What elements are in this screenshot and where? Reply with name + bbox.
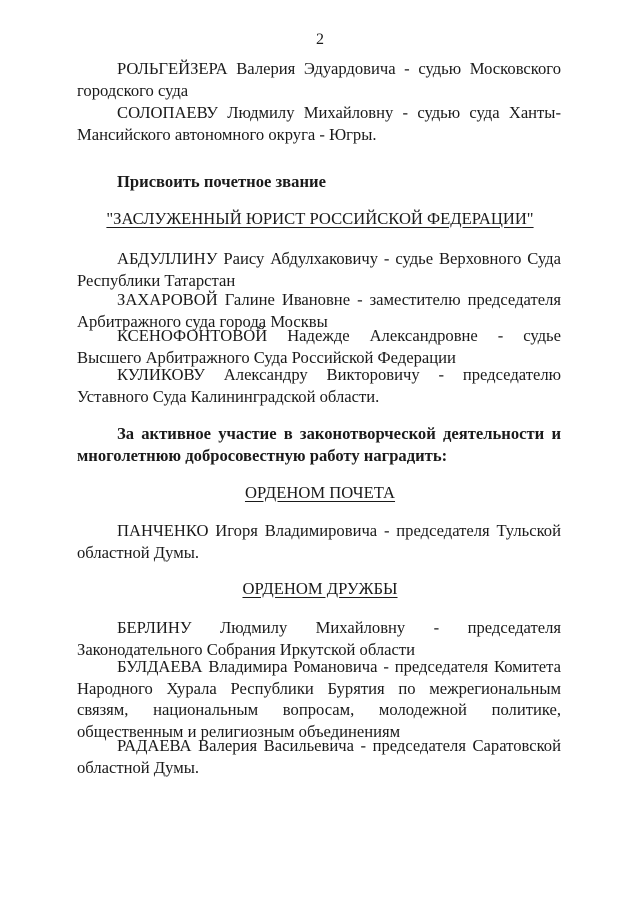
nominee-paragraph: ЗАХАРОВОЙ Галине Ивановне - заместителю председателя Арбитражного суда города Москвы xyxy=(77,290,561,331)
nominee-paragraph: КСЕНОФОНТОВОЙ Надежде Александровне - судье Высшего Арбитражного Суда Российской Федерации xyxy=(77,326,561,367)
nominee-paragraph: СОЛОПАЕВУ Людмилу Михайловну - судью суда Ханты-Мансийского автономного округа - Югры. xyxy=(77,103,561,144)
nominee-paragraph: КУЛИКОВУ Александру Викторовичу - председателю Уставного Суда Калининградской области. xyxy=(77,365,561,406)
honorary-title: "ЗАСЛУЖЕННЫЙ ЮРИСТ РОССИЙСКОЙ ФЕДЕРАЦИИ" xyxy=(106,209,534,228)
nominee-paragraph: АБДУЛЛИНУ Раису Абдулхаковичу - судье Верховного Суда Республики Татарстан xyxy=(77,249,561,290)
nominee-paragraph: БУЛДАЕВА Владимира Романовича - председателя Комитета Народного Хурала Республики Бурятия по межрегиональным связям, национальным вопросам, молодежной политике, общественным и религиозным объединениям xyxy=(77,657,561,741)
nominee-paragraph: БЕРЛИНУ Людмилу Михайловну - председателя Законодательного Собрания Иркутской области xyxy=(77,618,561,659)
page-number: 2 xyxy=(316,31,324,48)
nominee-paragraph: РОЛЬГЕЙЗЕРА Валерия Эдуардовича - судью Московского городского суда xyxy=(77,59,561,100)
confer-title-heading: Присвоить почетное звание xyxy=(117,172,326,191)
award-heading: За активное участие в законотворческой деятельности и многолетнюю добросовестную работу наградить: xyxy=(77,424,561,465)
nominee-paragraph: РАДАЕВА Валерия Васильевича - председателя Саратовской областной Думы. xyxy=(77,736,561,777)
order-of-friendship-title: ОРДЕНОМ ДРУЖБЫ xyxy=(242,579,398,598)
nominee-paragraph: ПАНЧЕНКО Игоря Владимировича - председателя Тульской областной Думы. xyxy=(77,521,561,562)
order-of-honor-title: ОРДЕНОМ ПОЧЕТА xyxy=(244,483,396,502)
